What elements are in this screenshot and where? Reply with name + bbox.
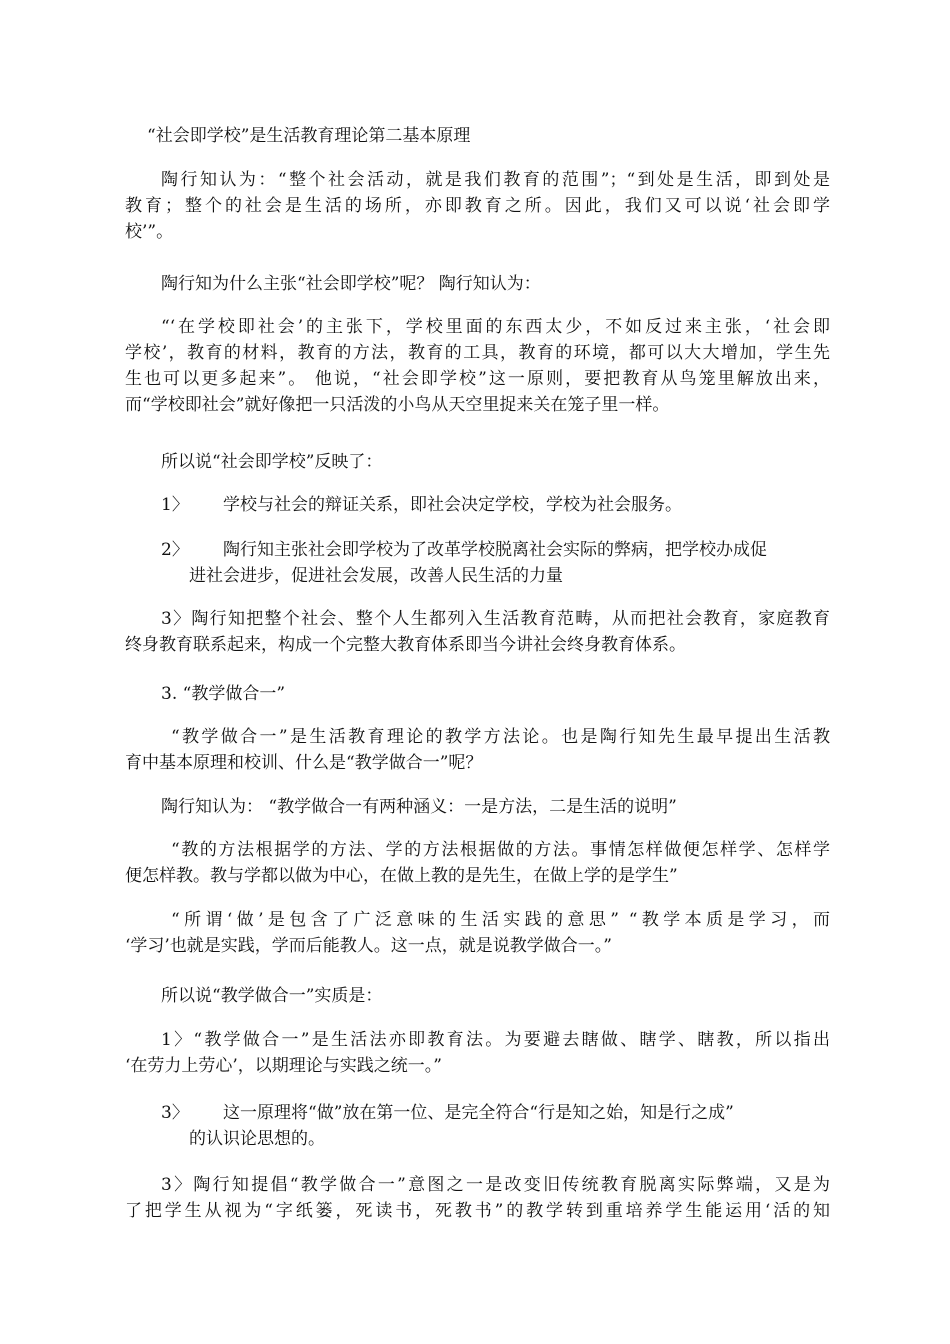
paragraph-why — [161, 271, 866, 297]
text-line: 陶行知认为： “教学做合一有两种涵义：一是方法，二是生活的说明” — [161, 797, 677, 817]
section-heading-3 — [161, 681, 866, 707]
text-line: 3〉陶行知把整个社会、整个人生都列入生活教育范畴，从而把社会教育，家庭教育 — [161, 609, 830, 629]
text-line: 陶行知主张社会即学校为了改革学校脱离社会实际的弊病，把学校办成促 — [223, 540, 767, 560]
paragraph-essence-point-3 — [125, 1172, 830, 1224]
text-line: 进社会进步，促进社会发展，改善人民生活的力量 — [189, 566, 563, 586]
text-line: 育中基本原理和校训、什么是“教学做合一”呢？ — [125, 753, 483, 773]
text-line: 学校与社会的辩证关系，即社会决定学校，学校为社会服务。 — [223, 495, 682, 515]
text-line: 生也可以更多起来”。 他说，“社会即学校”这一原则，要把教育从鸟笼里解放出来， — [125, 369, 830, 389]
text-line: 而“学校即社会”就好像把一只活泼的小鸟从天空里捉来关在笼子里一样。 — [125, 395, 670, 415]
paragraph-teach-learn-do — [125, 724, 830, 776]
paragraph-methods — [125, 837, 830, 889]
text-line: “社会即学校”是生活教育理论第二基本原理 — [147, 126, 471, 146]
text-line: ‘学习’也就是实践，学而后能教人。这一点，就是说教学做合一。” — [125, 936, 612, 956]
text-line: 陶行知认为：“整个社会活动，就是我们教育的范围”；“到处是生活，即到处是 — [161, 170, 830, 190]
text-line: 的认识论思想的。 — [189, 1129, 325, 1149]
text-line: 学校’，教育的材料，教育的方法，教育的工具，教育的环境，都可以大大增加，学生先 — [125, 343, 830, 363]
text-line: “教的方法根据学的方法、学的方法根据做的方法。事情怎样做便怎样学、怎样学 — [171, 840, 830, 860]
paragraph-essence-point-1 — [125, 1027, 830, 1079]
text-line: 3〉陶行知提倡“教学做合一”意图之一是改变旧传统教育脱离实际弊端，又是为 — [161, 1175, 830, 1195]
text-line: 教育；整个的社会是生活的场所，亦即教育之所。因此，我们又可以说‘社会即学 — [125, 196, 830, 216]
text-line: 3. “教学做合一” — [161, 684, 286, 704]
paragraph-essence — [161, 983, 866, 1009]
list-number: 1〉 — [161, 495, 189, 515]
text-line: “‘在学校即社会’的主张下，学校里面的东西太少，不如反过来主张，‘社会即 — [161, 317, 830, 337]
paragraph-point-3 — [125, 606, 830, 658]
paragraph-heading-society-school — [147, 123, 852, 149]
list-number: 3〉 — [161, 1103, 189, 1123]
text-line: 了把学生从视为“字纸篓，死读书，死教书”的教学转到重培养学生能运用‘活的知 — [125, 1201, 830, 1221]
text-line: 便怎样教。教与学都以做为中心，在做上教的是先生，在做上学的是学生” — [125, 866, 678, 886]
paragraph-tao-quote-1 — [125, 167, 830, 245]
list-item-2 — [161, 537, 831, 589]
paragraph-two-meanings — [161, 794, 866, 820]
paragraph-tao-quote-2 — [125, 314, 830, 418]
text-line: 所以说“教学做合一”实质是： — [161, 986, 383, 1006]
text-line: 校’”。 — [125, 222, 174, 242]
list-item-1 — [161, 492, 831, 518]
text-line: 所以说“社会即学校”反映了： — [161, 452, 383, 472]
text-line: “教学做合一”是生活教育理论的教学方法论。也是陶行知先生最早提出生活教 — [171, 727, 830, 747]
text-line: 陶行知为什么主张“社会即学校”呢？ 陶行知认为： — [161, 274, 541, 294]
text-line: “所谓‘做’是包含了广泛意味的生活实践的意思” “教学本质是学习，而 — [171, 910, 830, 930]
list-number: 2〉 — [161, 540, 189, 560]
list-item-3 — [161, 1100, 831, 1152]
text-line: 终身教育联系起来，构成一个完整大教育体系即当今讲社会终身教育体系。 — [125, 635, 686, 655]
text-line: 1〉“教学做合一”是生活法亦即教育法。为要避去瞎做、瞎学、瞎教，所以指出 — [161, 1030, 830, 1050]
paragraph-reflects — [161, 449, 866, 475]
text-line: 这一原理将“做”放在第一位、是完全符合“行是知之始，知是行之成” — [223, 1103, 734, 1123]
text-line: ‘在劳力上劳心’，以期理论与实践之统一。” — [125, 1056, 442, 1076]
paragraph-doing — [125, 907, 830, 959]
